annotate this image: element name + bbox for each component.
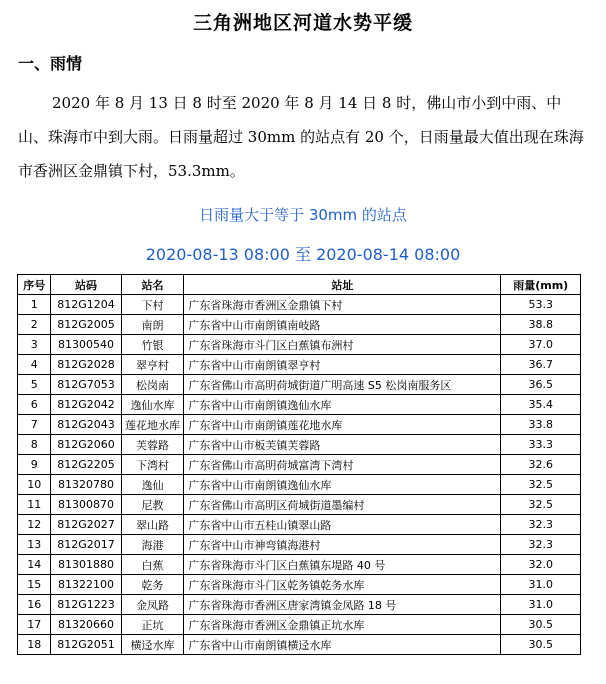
- cell-index: 8: [18, 435, 51, 455]
- cell-station-address: 广东省中山市板芙镇芙蓉路: [184, 435, 501, 455]
- cell-station-code: 812G2028: [51, 355, 121, 375]
- cell-index: 7: [18, 415, 51, 435]
- table-row: [18, 375, 581, 395]
- table-row: [18, 475, 581, 495]
- rainfall-stations-table: [17, 274, 581, 655]
- cell-station-address: 广东省中山市南朗镇翠亨村: [184, 355, 501, 375]
- cell-station-address: 广东省中山市南朗镇逸仙水库: [184, 395, 501, 415]
- cell-rainfall: 36.5: [501, 375, 581, 395]
- cell-index: 12: [18, 515, 51, 535]
- cell-station-code: 81320660: [51, 615, 121, 635]
- table-row: [18, 595, 581, 615]
- cell-station-address: 广东省佛山市高明荷城街道广明高速 S5 松岗南服务区: [184, 375, 501, 395]
- table-row: [18, 415, 581, 435]
- table-row: [18, 495, 581, 515]
- cell-index: 14: [18, 555, 51, 575]
- cell-station-code: 812G2017: [51, 535, 121, 555]
- cell-station-name: 下湾村: [121, 455, 184, 475]
- cell-station-name: 松岗南: [121, 375, 184, 395]
- cell-rainfall: 31.0: [501, 595, 581, 615]
- cell-index: 6: [18, 395, 51, 415]
- cell-station-name: 横迳水库: [121, 635, 184, 655]
- cell-index: 5: [18, 375, 51, 395]
- cell-station-code: 81301880: [51, 555, 121, 575]
- cell-station-address: 广东省中山市南朗镇南岐路: [184, 315, 501, 335]
- table-row: [18, 535, 581, 555]
- cell-station-address: 广东省珠海市香洲区唐家湾镇金凤路 18 号: [184, 595, 501, 615]
- cell-station-name: 下村: [121, 295, 184, 315]
- cell-index: 11: [18, 495, 51, 515]
- cell-index: 3: [18, 335, 51, 355]
- table-row: [18, 315, 581, 335]
- cell-station-code: 812G2027: [51, 515, 121, 535]
- table-row: [18, 295, 581, 315]
- cell-station-address: 广东省珠海市香洲区金鼎镇下村: [184, 295, 501, 315]
- table-header-row: [18, 275, 581, 295]
- cell-station-name: 翠山路: [121, 515, 184, 535]
- cell-station-code: 812G2051: [51, 635, 121, 655]
- cell-rainfall: 35.4: [501, 395, 581, 415]
- cell-station-name: 尼教: [121, 495, 184, 515]
- cell-index: 10: [18, 475, 51, 495]
- cell-rainfall: 32.3: [501, 535, 581, 555]
- cell-station-name: 芙蓉路: [121, 435, 184, 455]
- cell-station-address: 广东省珠海市斗门区白蕉镇东堤路 40 号: [184, 555, 501, 575]
- cell-station-address: 广东省中山市五桂山镇翠山路: [184, 515, 501, 535]
- cell-index: 18: [18, 635, 51, 655]
- cell-rainfall: 33.8: [501, 415, 581, 435]
- table-row: [18, 555, 581, 575]
- table-row: [18, 615, 581, 635]
- cell-rainfall: 32.0: [501, 555, 581, 575]
- table-row: [18, 635, 581, 655]
- cell-station-address: 广东省佛山市高明区荷城街道墨编村: [184, 495, 501, 515]
- table-caption: 日雨量大于等于 30mm 的站点: [199, 206, 407, 224]
- cell-station-name: 逸仙水库: [121, 395, 184, 415]
- cell-rainfall: 31.0: [501, 575, 581, 595]
- cell-index: 17: [18, 615, 51, 635]
- cell-rainfall: 36.7: [501, 355, 581, 375]
- cell-rainfall: 30.5: [501, 615, 581, 635]
- cell-station-address: 广东省珠海市斗门区乾务镇乾务水库: [184, 575, 501, 595]
- table-row: [18, 455, 581, 475]
- cell-station-code: 812G2043: [51, 415, 121, 435]
- cell-station-address: 广东省中山市南朗镇逸仙水库: [184, 475, 501, 495]
- cell-index: 4: [18, 355, 51, 375]
- cell-station-code: 812G7053: [51, 375, 121, 395]
- cell-station-code: 81300540: [51, 335, 121, 355]
- cell-index: 9: [18, 455, 51, 475]
- cell-station-code: 812G2205: [51, 455, 121, 475]
- cell-station-code: 812G2060: [51, 435, 121, 455]
- header-station-address: 站址: [184, 275, 501, 295]
- header-index: 序号: [18, 275, 51, 295]
- table-row: [18, 435, 581, 455]
- section-heading-rain: 一、雨情: [18, 54, 83, 73]
- cell-station-name: 南朗: [121, 315, 184, 335]
- cell-station-address: 广东省中山市神弯镇海港村: [184, 535, 501, 555]
- cell-station-code: 812G2042: [51, 395, 121, 415]
- cell-station-name: 竹银: [121, 335, 184, 355]
- cell-station-name: 翠亨村: [121, 355, 184, 375]
- cell-rainfall: 32.3: [501, 515, 581, 535]
- cell-station-address: 广东省中山市南朗镇横迳水库: [184, 635, 501, 655]
- cell-station-address: 广东省佛山市高明荷城富湾下湾村: [184, 455, 501, 475]
- document-title: 三角洲地区河道水势平缓: [192, 12, 413, 34]
- header-station-code: 站码: [51, 275, 121, 295]
- cell-station-code: 81322100: [51, 575, 121, 595]
- cell-station-code: 81300870: [51, 495, 121, 515]
- header-station-name: 站名: [121, 275, 184, 295]
- cell-rainfall: 37.0: [501, 335, 581, 355]
- cell-station-name: 海港: [121, 535, 184, 555]
- cell-station-code: 81320780: [51, 475, 121, 495]
- cell-index: 16: [18, 595, 51, 615]
- cell-station-name: 逸仙: [121, 475, 184, 495]
- cell-rainfall: 38.8: [501, 315, 581, 335]
- table-row: [18, 575, 581, 595]
- cell-rainfall: 32.6: [501, 455, 581, 475]
- cell-rainfall: 53.3: [501, 295, 581, 315]
- cell-station-code: 812G1223: [51, 595, 121, 615]
- cell-station-address: 广东省珠海市斗门区白蕉镇布洲村: [184, 335, 501, 355]
- cell-index: 15: [18, 575, 51, 595]
- cell-station-address: 广东省中山市南朗镇莲花地水库: [184, 415, 501, 435]
- table-body: [18, 295, 581, 655]
- table-row: [18, 395, 581, 415]
- cell-station-name: 乾务: [121, 575, 184, 595]
- rain-summary-paragraph: 2020 年 8 月 13 日 8 时至 2020 年 8 月 14 日 8 时，佛山市小到中雨、中山、珠海市中到大雨。日雨量超过 30mm 的站点有 20 个，日雨量最大值出现在珠海市香洲区金鼎镇下村，53.3mm。: [18, 94, 584, 180]
- cell-station-name: 正坑: [121, 615, 184, 635]
- cell-index: 1: [18, 295, 51, 315]
- cell-rainfall: 33.3: [501, 435, 581, 455]
- cell-station-name: 莲花地水库: [121, 415, 184, 435]
- table-row: [18, 515, 581, 535]
- table-time-range: 2020-08-13 08:00 至 2020-08-14 08:00: [145, 245, 461, 264]
- table-row: [18, 335, 581, 355]
- cell-index: 2: [18, 315, 51, 335]
- cell-station-address: 广东省珠海市香洲区金鼎镇正坑水库: [184, 615, 501, 635]
- cell-station-name: 白蕉: [121, 555, 184, 575]
- cell-station-code: 812G2005: [51, 315, 121, 335]
- table-row: [18, 355, 581, 375]
- cell-station-name: 金凤路: [121, 595, 184, 615]
- cell-station-code: 812G1204: [51, 295, 121, 315]
- cell-rainfall: 32.5: [501, 475, 581, 495]
- cell-rainfall: 30.5: [501, 635, 581, 655]
- cell-index: 13: [18, 535, 51, 555]
- cell-rainfall: 32.5: [501, 495, 581, 515]
- header-rainfall: 雨量(mm): [501, 275, 581, 295]
